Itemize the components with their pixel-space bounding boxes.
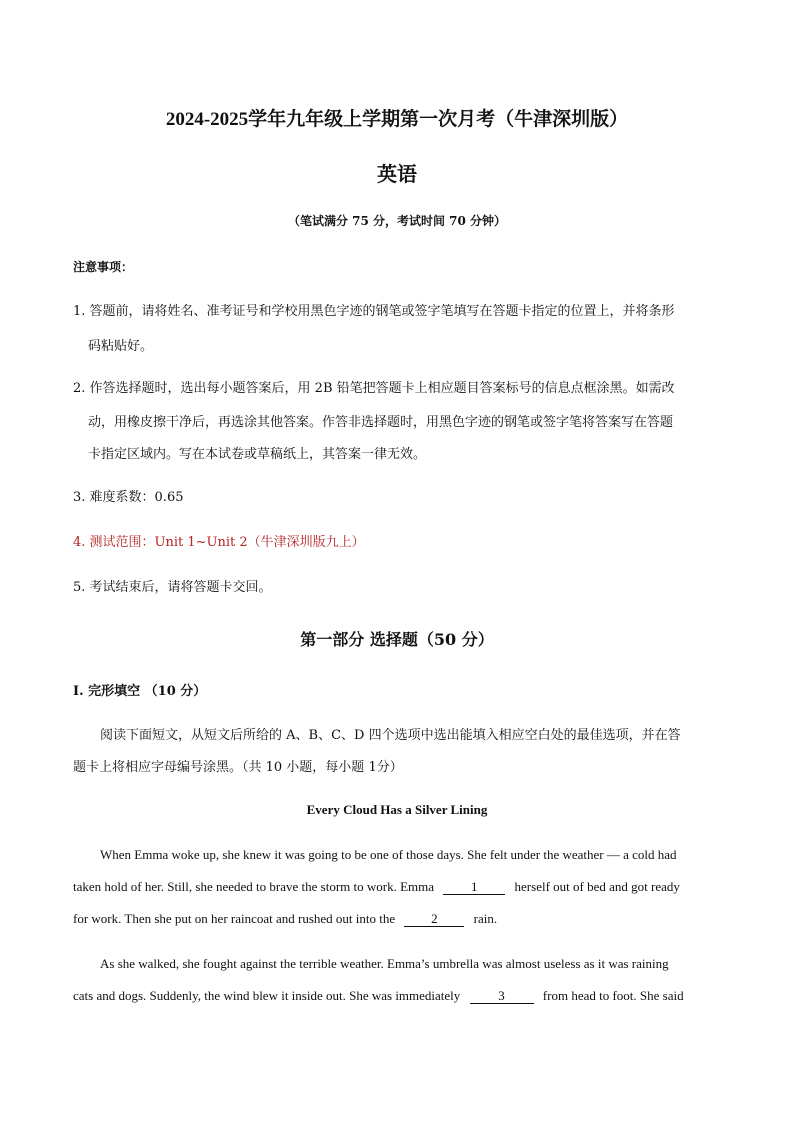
exam-title: 2024-2025学年九年级上学期第一次月考（牛津深圳版） <box>165 109 629 130</box>
passage-p1-line-1: When Emma woke up, she knew it was going to be one of those days. She felt under the weather — a cold had <box>100 847 677 862</box>
notice-heading: 注意事项： <box>73 260 134 274</box>
notice-item-3: 3. 难度系数：0.65 <box>73 490 184 505</box>
passage-p2-line-2 <box>73 988 684 1004</box>
passage-p1-line-3 <box>73 911 497 927</box>
notice-item-1-line-1: 1. 答题前，请将姓名、准考证号和学校用黑色字迹的钢笔或签字笔填写在答题卡指定的位置上，并将条形 <box>73 304 675 319</box>
passage-text: rain. <box>473 911 498 926</box>
blank-1: 1 <box>443 880 505 895</box>
notice-item-2-line-1: 2. 作答选择题时，选出每小题答案后，用 2B 铅笔把答题卡上相应题目答案标号的信息点框涂黑。如需改 <box>73 381 675 396</box>
subject-title: 英语 <box>377 162 417 186</box>
notice-item-5: 5. 考试结束后，请将答题卡交回。 <box>73 580 272 595</box>
notice-item-1-line-2: 码粘贴好。 <box>88 339 154 354</box>
passage-title: Every Cloud Has a Silver Lining <box>306 802 488 817</box>
passage-p2-line-1: As she walked, she fought against the terrible weather. Emma’s umbrella was almost useless as it was raining <box>100 956 669 971</box>
passage-text: for work. Then she put on her raincoat and rushed out into the <box>73 911 396 926</box>
passage-text: cats and dogs. Suddenly, the wind blew it inside out. She was immediately <box>73 988 461 1003</box>
blank-3: 3 <box>470 989 534 1004</box>
score-note: （笔试满分 75 分，考试时间 70 分钟） <box>287 214 507 228</box>
notice-item-2-line-3: 卡指定区域内。写在本试卷或草稿纸上，其答案一律无效。 <box>88 447 427 462</box>
part-one-title: 第一部分 选择题（50 分） <box>300 630 494 649</box>
passage-p1-line-2 <box>73 879 680 895</box>
passage-text: herself out of bed and got ready <box>514 879 680 894</box>
instruction-line-2: 题卡上将相应字母编号涂黑。（共 10 小题，每小题 1分） <box>73 760 403 775</box>
notice-item-4: 4. 测试范围：Unit 1~Unit 2（牛津深圳版九上） <box>73 535 365 550</box>
passage-text: taken hold of her. Still, she needed to brave the storm to work. Emma <box>73 879 435 894</box>
notice-item-2-line-2: 动，用橡皮擦干净后，再选涂其他答案。作答非选择题时，用黑色字迹的钢笔或签字笔将答案写在答题 <box>88 415 674 430</box>
instruction-line-1: 阅读下面短文，从短文后所给的 A、B、C、D 四个选项中选出能填入相应空白处的最佳选项，并在答 <box>100 728 681 743</box>
passage-text: from head to foot. She said <box>542 988 684 1003</box>
blank-2: 2 <box>404 912 464 927</box>
section-heading: I. 完形填空 （10 分） <box>73 684 207 699</box>
